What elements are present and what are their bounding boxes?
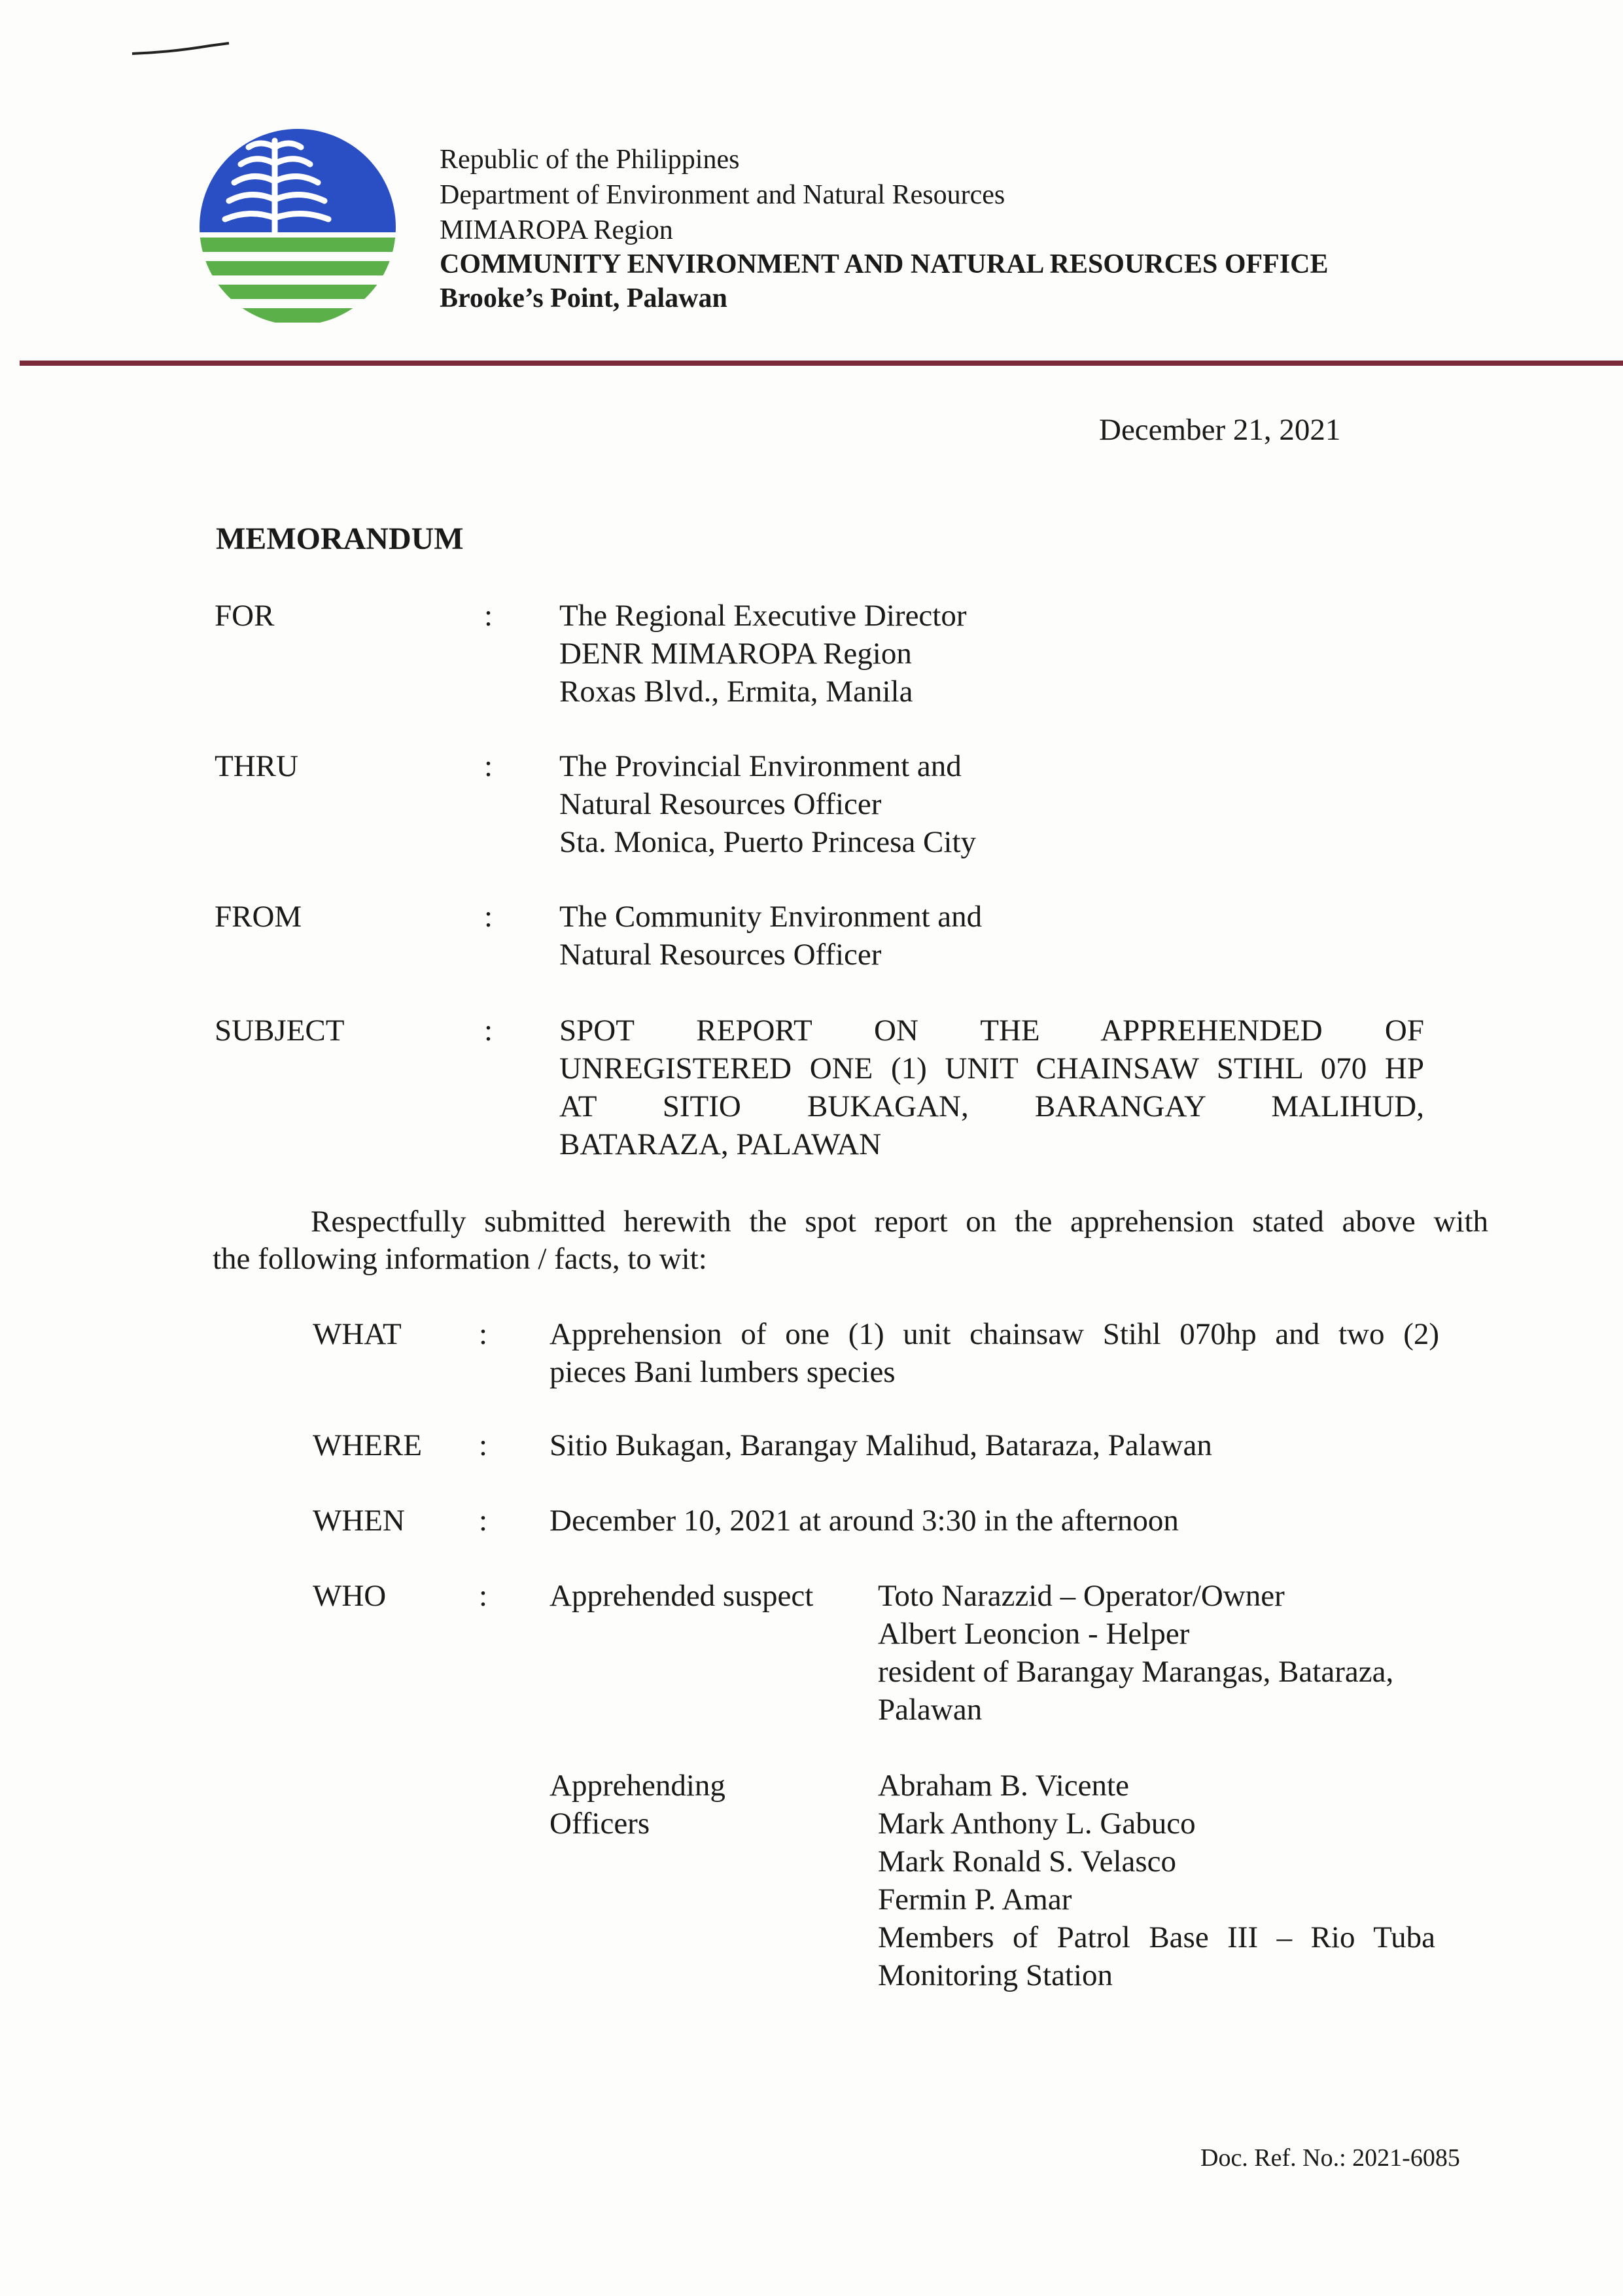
- thru-label: THRU: [215, 749, 298, 783]
- denr-logo: [196, 128, 399, 327]
- what-label: WHAT: [313, 1317, 402, 1351]
- for-line-1: The Regional Executive Director: [559, 599, 967, 633]
- suspect-line-1: Toto Narazzid – Operator/Owner: [878, 1579, 1285, 1613]
- who-label: WHO: [313, 1579, 387, 1613]
- for-label: FOR: [215, 599, 275, 633]
- pen-mark: [131, 38, 236, 58]
- when-value: December 10, 2021 at around 3:30 in the afternoon: [550, 1504, 1179, 1538]
- officer-line-2: Mark Anthony L. Gabuco: [878, 1807, 1196, 1841]
- officer-line-1: Abraham B. Vicente: [878, 1769, 1129, 1803]
- officer-line-4: Fermin P. Amar: [878, 1882, 1072, 1916]
- what-line-1: Apprehension of one (1) unit chainsaw Stihl 070hp and two (2): [550, 1317, 1439, 1351]
- intro-line-1: Respectfully submitted herewith the spot report on the apprehension stated above with: [311, 1205, 1488, 1239]
- officer-line-5: Members of Patrol Base III – Rio Tuba: [878, 1920, 1435, 1954]
- officer-line-6: Monitoring Station: [878, 1958, 1113, 1992]
- what-line-2: pieces Bani lumbers species: [550, 1355, 896, 1389]
- memo-title: MEMORANDUM: [216, 521, 464, 556]
- from-line-2: Natural Resources Officer: [559, 938, 882, 972]
- subject-line-3: AT SITIO BUKAGAN, BARANGAY MALIHUD,: [559, 1089, 1424, 1123]
- where-label: WHERE: [313, 1428, 423, 1462]
- thru-line-3: Sta. Monica, Puerto Princesa City: [559, 825, 977, 859]
- for-line-2: DENR MIMAROPA Region: [559, 637, 912, 671]
- where-colon: :: [479, 1428, 488, 1462]
- suspect-label: Apprehended suspect: [550, 1579, 814, 1613]
- header-region: MIMAROPA Region: [440, 215, 673, 245]
- where-value: Sitio Bukagan, Barangay Malihud, Bataraza, Palawan: [550, 1428, 1212, 1462]
- from-colon: :: [484, 900, 493, 934]
- memo-date: December 21, 2021: [1099, 413, 1341, 447]
- when-label: WHEN: [313, 1504, 405, 1538]
- subject-line-2: UNREGISTERED ONE (1) UNIT CHAINSAW STIHL 070 HP: [559, 1051, 1424, 1086]
- suspect-line-2: Albert Leoncion - Helper: [878, 1617, 1190, 1651]
- header-rule: [20, 361, 1623, 366]
- from-line-1: The Community Environment and: [559, 900, 983, 934]
- subject-label: SUBJECT: [215, 1014, 345, 1048]
- thru-line-1: The Provincial Environment and: [559, 749, 962, 783]
- header-republic: Republic of the Philippines: [440, 145, 740, 175]
- subject-line-4: BATARAZA, PALAWAN: [559, 1127, 882, 1161]
- thru-colon: :: [484, 749, 493, 783]
- header-department: Department of Environment and Natural Resources: [440, 180, 1005, 210]
- officer-line-3: Mark Ronald S. Velasco: [878, 1845, 1177, 1879]
- who-colon: :: [479, 1579, 488, 1613]
- from-label: FROM: [215, 900, 302, 934]
- for-colon: :: [484, 599, 493, 633]
- for-line-3: Roxas Blvd., Ermita, Manila: [559, 675, 913, 709]
- header-office: COMMUNITY ENVIRONMENT AND NATURAL RESOURCES OFFICE: [440, 249, 1329, 279]
- header-location: Brooke’s Point, Palawan: [440, 283, 727, 313]
- doc-reference: Doc. Ref. No.: 2021-6085: [1200, 2144, 1460, 2172]
- subject-line-1: SPOT REPORT ON THE APPREHENDED OF: [559, 1014, 1424, 1048]
- suspect-line-4: Palawan: [878, 1693, 983, 1727]
- officers-label-1: Apprehending: [550, 1769, 725, 1803]
- suspect-line-3: resident of Barangay Marangas, Bataraza,: [878, 1655, 1394, 1689]
- when-colon: :: [479, 1504, 488, 1538]
- intro-line-2: the following information / facts, to wit:: [213, 1242, 707, 1276]
- thru-line-2: Natural Resources Officer: [559, 787, 882, 821]
- what-colon: :: [479, 1317, 488, 1351]
- officers-label-2: Officers: [550, 1807, 650, 1841]
- subject-colon: :: [484, 1014, 493, 1048]
